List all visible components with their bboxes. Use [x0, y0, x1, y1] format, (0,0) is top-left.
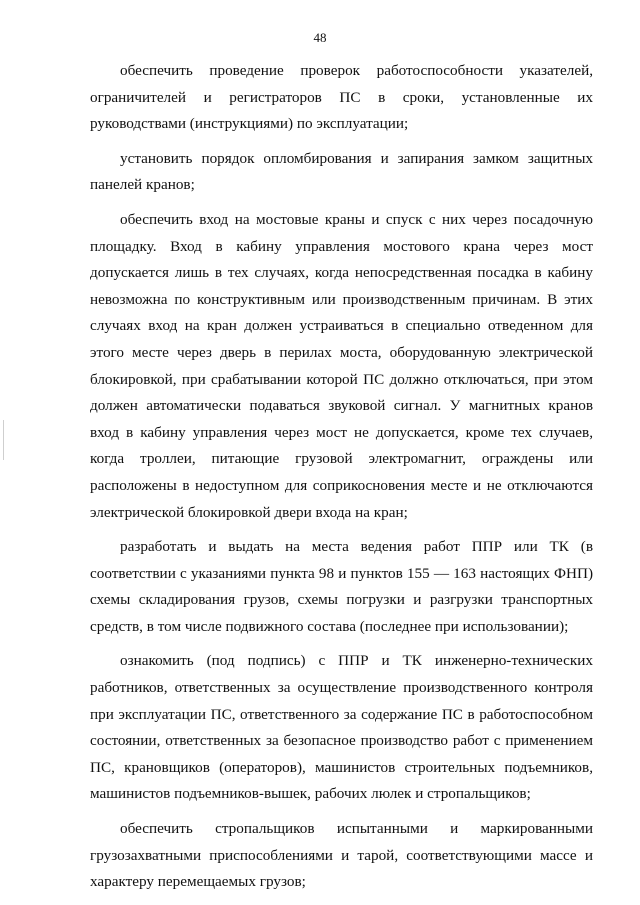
page-number: 48 — [313, 30, 327, 45]
document-body — [90, 58, 593, 904]
paragraph-familiarization: ознакомить (под подпись) с ППР и ТК инженерно-технических работников, ответственных за осуществление производственного контроля при эксплуатации ПС, ответственного за содержание ПС в работоспособном состоянии, ответственных за безопасное производство работ с применением ПС, крановщиков (операторов), машинистов строительных подъемников, машинистов подъемников-вышек, рабочих люлек и стропальщиков; — [90, 652, 593, 803]
paragraph-lifting-devices: обеспечить стропальщиков испытанными и маркированными грузозахватными приспособлениями и тарой, соответствующими массе и характеру перемещаемых грузов; — [90, 820, 593, 891]
paragraph-crane-access: обеспечить вход на мостовые краны и спуск с них через посадочную площадку. Вход в кабину управления мостового крана через мост допускается лишь в тех случаях, когда непосредственная посадка в кабину невозможна по конструктивным или производственным причинам. В этих случаях вход на кран должен устраиваться в специально отведенном для этого месте через дверь в перилах моста, оборудованную электрической блокировкой, при срабатывании которой ПС должно отключаться, при этом должен автоматически подаваться звуковой сигнал. У магнитных кранов вход в кабину управления через мост не допускается, кроме тех случаев, когда троллеи, питающие грузовой электромагнит, ограждены или расположены в недоступном для соприкосновения месте и не отключаются электрической блокировкой двери входа на кран; — [90, 210, 593, 521]
paragraph-inspections: обеспечить проведение проверок работоспособности указателей, ограничителей и регистраторов ПС в сроки, установленные их руководствами (инструкциями) по эксплуатации; — [90, 62, 593, 133]
paragraph-work-plans: разработать и выдать на места ведения работ ППР или ТК (в соответствии с указаниями пункта 98 и пунктов 155 — 163 настоящих ФНП) схемы складирования грузов, схемы погрузки и разгрузки транспортных средств, в том числе подвижного состава (последнее при использовании); — [90, 538, 593, 635]
scan-edge-mark — [3, 420, 4, 460]
paragraph-sealing: установить порядок опломбирования и запирания замком защитных панелей кранов; — [90, 149, 593, 194]
